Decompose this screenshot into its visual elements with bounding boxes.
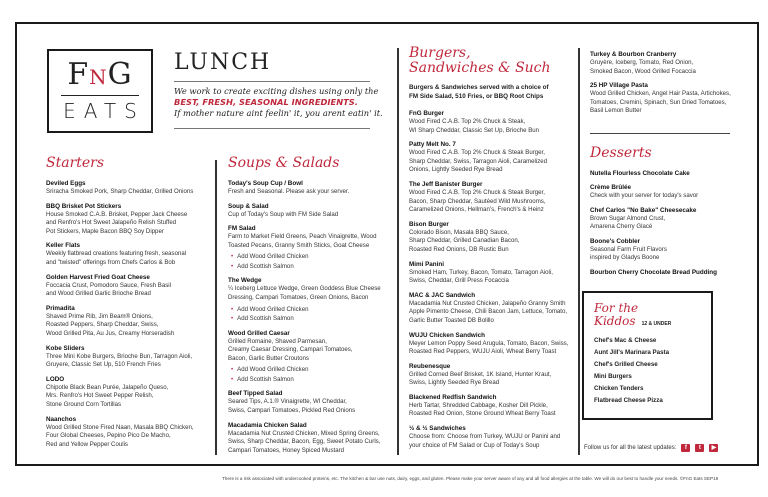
item-description: Smoked Ham, Turkey, Bacon, Tomato, Tarragon Aioli, [409,268,553,276]
kids-title-line: For the [594,301,639,315]
menu-item [46,179,194,197]
item-description: Weekly flatbread creations featuring fresh, seasonal [46,250,187,258]
item-name: The Wedge [228,277,262,285]
item-description: inspired by Gladys Boone [590,254,660,262]
add-on-option: • Add Wood Grilled Chicken [228,252,381,262]
social-follow [584,444,718,452]
item-name: 25 HP Village Pasta [590,82,648,90]
page-title: LUNCH [174,50,272,75]
item-description: Meyer Lemon Poppy Seed Arugula, Tomato, Bacon, Swiss, [409,339,569,347]
menu-item [46,273,194,299]
intro-line: FM Side Salad, 510 Fries, or BBQ Root Chips [409,93,544,100]
item-description: Tomatoes, Cremini, Spinach, Sun Dried Tomatoes, [590,98,727,106]
menu-item [409,140,568,175]
kids-item: Chef's Grilled Cheese [594,361,658,368]
item-name: Soup & Salad [228,202,269,210]
follow-text: Follow us for all the latest updates: [584,445,677,451]
item-description: House Smoked C.A.B. Brisket, Pepper Jack Cheese [46,210,188,218]
item-name: Beef Tipped Salad [228,390,283,398]
kids-item: Chef's Mac & Cheese [594,337,657,344]
menu-item [590,206,717,232]
item-description: your choice of FM Salad or Cup of Today's Soup [409,441,540,449]
item-name: Mimi Panini [409,260,444,268]
item-name: Wood Grilled Caesar [228,329,290,337]
menu-item [228,179,381,197]
item-name: WUJU Chicken Sandwich [409,331,485,339]
item-name: Golden Harvest Fried Goat Cheese [46,273,150,281]
section-title: Soups & Salads [228,155,340,171]
item-description: Cup of Today's Soup with FM Side Salad [228,210,339,218]
item-name: Bourbon Cherry Chocolate Bread Pudding [590,268,717,276]
youtube-icon[interactable]: ▶ [709,444,718,452]
menu-item [409,180,568,215]
desserts-section [590,146,717,282]
item-description: and Wood Grilled Garlic Brioche Bread [46,290,151,298]
item-description: Caramelized Onions, Hellman's, French's & Heinz [409,206,544,214]
burgers-intro [409,83,568,101]
item-description: Sharp Cheddar, Swiss, Tarragon Aioli, Caramelized [409,157,548,165]
starters-section [46,156,194,454]
add-on-option: • Add Wood Grilled Chicken [228,305,381,315]
item-name: LODO [46,375,65,383]
item-name: Blackened Redfish Sandwich [409,393,497,401]
item-description: Seared Tips, A.1.® Vinaigrette, WI Cheddar, [228,398,347,406]
logo-letter: F [67,57,90,92]
item-name: The Jeff Banister Burger [409,180,483,188]
logo-eats: EATS [63,99,145,123]
item-description: Roasted Red Peppers, WUJU Aioli, Wheat Berry Toast [409,348,557,356]
item-description: Brown Sugar Almond Crust, [590,214,666,222]
kids-item: Flatbread Cheese Pizza [594,397,663,404]
menu-item [228,202,381,220]
item-description: Macadamia Nut Crusted Chicken, Jalapeño Granny Smith [409,299,566,307]
item-description: Colorado Bison, Masala BBQ Sauce, [409,228,509,236]
divider [174,81,370,82]
allergy-disclaimer: There is a risk associated with undercooked proteins, etc. The kitchen & bar use nuts, dairy, eggs, and gluten. Please make your server aware of any and all food allergies at the table. We will do our best to handle your needs. ©FnG Eats SEP18 [222,476,719,481]
column-divider [578,48,580,455]
item-description: Amarena Cherry Glacé [590,223,653,231]
menu-item [228,329,381,385]
item-description: Wood Grilled Pita, Au Jus, Creamy Horseradish [46,329,175,337]
item-name: Macadamia Chicken Salad [228,421,307,429]
item-description: Sharp Cheddar, Grilled Canadian Bacon, [409,237,520,245]
column-divider [397,48,399,455]
divider [174,128,370,129]
item-description: Apple Pimento Cheese, Chili Bacon Jam, Lettuce, Tomato, [409,308,568,316]
item-name: Naanchos [46,415,77,423]
tagline [174,86,383,119]
item-name: FnG Burger [409,110,444,117]
menu-item [409,260,568,286]
menu-item [409,291,568,326]
menu-item [590,268,717,277]
item-description: Swiss, Sharp Cheddar, Bacon, Egg, Sweet Potato Curls, [228,438,381,446]
item-description: Swiss, Cheddar, Grill Press Focaccia [409,277,509,285]
facebook-icon[interactable]: f [681,444,690,452]
item-description: Four Global Cheeses, Pepino Pico De Macho, [46,432,171,440]
item-name: ½ & ½ Sandwiches [409,425,466,433]
item-name: Boone's Cobbler [590,237,641,245]
kids-item: Mini Burgers [594,373,632,380]
item-description: and "twisted" offerings from Chefs Carlos & Bob [46,258,176,266]
item-description: Gruyère, Iceberg, Tomato, Red Onion, [590,59,694,66]
tagline-highlight: BEST, FRESH, SEASONAL INGREDIENTS. [174,97,358,107]
item-description: Dressing, Campari Tomatoes, Green Onions, Bacon [228,293,369,301]
col4-entrees [590,50,731,121]
item-description: Pot Stickers, Maple Bacon BBQ Soy Dipper [46,227,164,235]
item-description: ¼ Iceberg Lettuce Wedge, Green Goddess Blue Cheese [228,285,381,293]
section-title-line: Sandwiches & Such [409,60,551,76]
menu-item [46,344,194,370]
item-name: Primadita [46,304,75,312]
item-description: Wood Grilled Chicken, Angel Hair Pasta, Artichokes, [590,90,731,98]
item-name: Keller Flats [46,242,80,250]
kids-item: Aunt Jill's Marinara Pasta [594,349,670,356]
item-description: Shaved Prime Rib, Jim Beam® Onions, [46,312,153,320]
item-description: Choose from: Choose from Turkey, WUJU or Panini and [409,433,561,441]
soups-salads-section [228,156,381,460]
age-note: 12 & UNDER [641,321,672,327]
kids-item: Chicken Tenders [594,385,644,392]
section-title: Desserts [590,145,652,161]
item-name: Today's Soup Cup / Bowl [228,180,303,187]
menu-item [590,81,731,116]
item-description: Wood Fired C.A.B. Top 2% Chuck & Steak, [409,118,526,125]
item-description: Red and Yellow Pepper Coulis [46,440,128,448]
item-name: MAC & JAC Sandwich [409,291,476,299]
menu-item [590,169,717,178]
item-description: Toasted Pecans, Granny Smith Sticks, Goat Cheese [228,241,370,249]
item-description: Herb Tartar, Shredded Cabbage, Kosher Dill Pickle, [409,401,548,409]
item-description: and Renfro's Hot Sweet Jalapeño Relish Stuffed [46,219,177,227]
intro-line: Burgers & Sandwiches served with a choice of [409,84,549,91]
section-title-line: Burgers, [409,45,471,61]
item-description: Foccacia Crust, Pomodoro Sauce, Fresh Basil [46,281,171,289]
item-description: Bacon, Garlic Butter Croutons [228,354,309,362]
tagline-line: We work to create exciting dishes using only the [174,86,379,96]
item-description: Swiss, Lightly Seeded Rye Bread [409,379,500,387]
menu-item [590,237,717,263]
item-description: Swiss, Campari Tomatoes, Pickled Red Onions [228,406,356,414]
item-description: Wood Fired C.A.B. Top 2% Chuck & Steak Burger, [409,149,545,157]
section-title [409,46,568,76]
item-description: Farm to Market Field Greens, Peach Vinaigrette, Wood [228,233,377,241]
item-description: Sriracha Smoked Pork, Sharp Cheddar, Grilled Onions [46,188,194,195]
item-description: Wood Grilled Stone Fired Naan, Masala BBQ Chicken, [46,423,194,431]
menu-item [590,183,717,201]
item-description: Check with your server for today's savor [590,192,699,199]
item-description: Onions, Lightly Seeded Rye Bread [409,166,503,174]
item-description: Basil Lemon Butter [590,107,642,115]
item-description: Mrs. Renfro's Hot Sweet Pepper Relish, [46,392,154,400]
menu-item [590,50,731,76]
item-description: Garlic Butter Toasted DB Bolillo [409,316,494,324]
menu-item [46,415,194,450]
item-description: Chipotle Black Bean Purée, Jalapeño Queso, [46,383,169,391]
add-on-option: • Add Scottish Salmon [228,262,381,272]
menu-item [409,424,568,450]
menu-item [46,202,194,237]
menu-item [409,393,568,419]
item-name: FM Salad [228,225,256,233]
twitter-icon[interactable]: t [695,444,704,452]
logo-letter: G [107,57,133,92]
item-description: Roasted Red Onions, DB Rustic Bun [409,245,509,253]
item-name: Bison Burger [409,220,449,228]
item-description: Fresh and Seasonal. Please ask your server. [228,188,350,195]
item-name: Chef Carlos "No Bake" Cheesecake [590,206,697,214]
item-name: Reubenesque [409,362,451,370]
logo-rule [61,95,139,96]
item-description: Roasted Red Onion, Stone Ground Wheat Berry Toast [409,410,556,418]
item-description: Bacon, Sharp Cheddar, Sautéed Wild Mushrooms, [409,197,546,205]
item-description: Roasted Peppers, Sharp Cheddar, Swiss, [46,321,159,329]
item-description: Gruyere, Classic Set Up, 510 French Fries [46,361,161,369]
menu-item [46,304,194,339]
column-divider [215,160,217,455]
menu-item [409,331,568,357]
menu-item [409,362,568,388]
item-name: Nutella Flourless Chocolate Cake [590,170,690,177]
menu-item [228,389,381,415]
kids-title [594,302,701,331]
menu-item [46,241,194,267]
menu-item [228,421,381,456]
item-name: Deviled Eggs [46,180,86,187]
item-description: Three Mini Kobe Burgers, Brioche Bun, Tarragon Aioli, [46,352,193,360]
item-name: BBQ Brisket Pot Stickers [46,202,122,210]
item-description: Campari Tomatoes, Honey Spiced Mustard [228,446,345,454]
menu-item [46,375,194,410]
logo-letter: N [89,65,108,89]
burgers-section [409,46,568,455]
menu-item [228,224,381,271]
item-description: Macadamia Nut Crusted Chicken, Mixed Spring Greens, [228,429,380,437]
item-description: Wood Fired C.A.B. Top 2% Chuck & Steak Burger, [409,188,545,196]
item-name: Patty Melt No. 7 [409,141,456,149]
menu-item [228,276,381,323]
item-description: Grilled Romaine, Shaved Parmesan, [228,337,327,345]
item-description: WI Sharp Cheddar, Classic Set Up, Brioche Bun [409,126,540,134]
fng-eats-logo [47,49,153,133]
section-title: Starters [46,155,105,171]
item-description: Stone Ground Corn Tortillas [46,400,122,408]
item-description: Creamy Caesar Dressing, Campari Tomatoes, [228,346,353,354]
item-description: Seasonal Farm Fruit Flavors [590,245,667,253]
kids-menu-box [582,291,713,420]
item-description: Smoked Bacon, Wood Grilled Focaccia [590,67,696,75]
tagline-line: If mother nature aint feelin' it, you arent eatin' it. [174,108,383,118]
item-description: Grilled Corned Beef Brisket, 1K Island, Hunter Kraut, [409,370,552,378]
add-on-option: • Add Scottish Salmon [228,314,381,324]
menu-item [409,220,568,255]
item-name: Turkey & Bourbon Cranberry [590,51,677,58]
menu-item [409,109,568,135]
add-on-option: • Add Scottish Salmon [228,375,381,385]
add-on-option: • Add Wood Grilled Chicken [228,365,381,375]
item-name: Crème Brûlée [590,184,631,191]
item-name: Kobe Sliders [46,344,85,352]
divider [590,133,730,134]
kids-title-line: Kiddos [594,314,636,328]
